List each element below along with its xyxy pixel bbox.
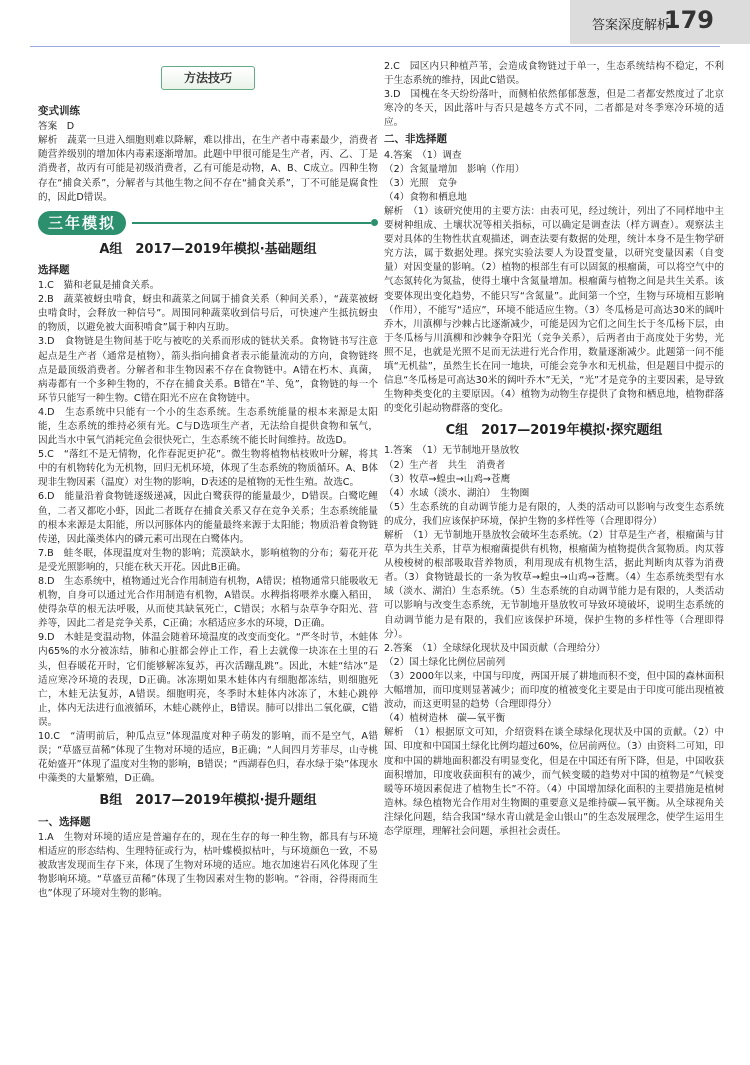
variant-heading: 变式训练: [38, 105, 80, 118]
group-b-section: 一、选择题: [38, 815, 91, 828]
group-b-title: B组 2017—2019年模拟·提升题组: [99, 793, 317, 809]
answer-line: 2.答案 （1）全球绿化现状及中国贡献（合理给分）: [384, 642, 606, 654]
variant-answer: 答案 D: [38, 121, 75, 133]
group-a-title: A组 2017—2019年模拟·基础题组: [99, 241, 317, 257]
list-item: 1.A 生物对环境的适应是普遍存在的，现在生存的每一种生物，都具有与环境相适应的形态结构、生理特征或行为，枯叶蝶模拟枯叶，与环境颜色一致，不易被敌害发现而生存下来，体现了生物对环境的适应。地衣加速岩石风化体现了生物影响环境。“草盛豆苗稀”体现了生物因素对生物的影响。“谷雨，谷得雨而生也”体现了环境对生物的影响。: [38, 831, 378, 899]
answer-line: （2）含氮量增加 影响（作用）: [384, 163, 525, 175]
answer-line: （2）生产者 共生 消费者: [384, 459, 506, 471]
answer-line: （5）生态系统的自动调节能力是有限的，人类的活动可以影响与改变生态系统的成分，我们应该保护环境，保护生物的多样性等（合理即得分）: [384, 501, 724, 527]
answer-line: （3）牧草→蝗虫→山鸡→苍鹰: [384, 473, 511, 485]
list-item: 1.C 猫和老鼠是捕食关系。: [38, 280, 160, 292]
banner-label: 三年模拟: [38, 211, 126, 235]
list-item: 9.D 木蛙是变温动物，体温会随着环境温度的改变而变化。“严冬时节，木蛙体内65%的水分被冻结，肺和心脏都会停止工作，看上去就像一块冻在土里的石头，但春暖花开时，它们能够解冻复苏，再次活蹦乱跳”。因此，木蛙“结冰”是适应寒冷环境的表现，D正确。冰冻期如果木蛙体内有细胞都冻结，则细胞死亡，木蛙无法复苏，A错误。细胞明亮，冬季时木蛙体内冰冻了，木蛙心跳停止，体内无法进行血液循环，木蛙心跳停止，B错误。肺可以排出二氧化碳，C错误。: [38, 632, 378, 728]
answer-line: （3）2000年以来，中国与印度，两国开展了耕地而积不变，但中国的森林面积大幅增加，而印度则显著减少；而印度的植被变化主要是由于印度可能出现植被波动，而这更明显的趋势（合理即得分）: [384, 670, 724, 711]
list-item: 2.C 园区内只种植芦苇，会造成食物链过于单一，生态系统结构不稳定，不利于生态系统的维持，因此C错误。: [384, 61, 724, 87]
list-item: 8.D 生态系统中，植物通过光合作用制造有机物，A错误；植物通常只能吸收无机物，自身可以通过光合作用制造有机物，A错误。水稗指将喂养水麋入稻田，使得杂草的根无法呼吸，从而使其缺氧死亡，C错误；水稻与杂草争夺阳光、营养等，因此二者是竞争关系，C正确；水稻适应多水的环境，D正确。: [38, 576, 378, 630]
method-badge: 方法技巧: [161, 66, 255, 90]
banner-dot: [371, 219, 378, 226]
right-column: [384, 60, 724, 1060]
group-a-section: 选择题: [38, 263, 70, 276]
page-number: 179: [663, 6, 714, 34]
answer-line: 1.答案 （1）无节制地开垦放牧: [384, 445, 520, 457]
variant-analysis: 解析 蔬菜一旦进入细胞则难以降解，难以排出，在生产者中毒素最少，消费者随营养级别的增加体内毒素逐渐增加。此题中甲很可能是生产者，丙、乙、丁是消费者，故丙有可能是初级消费者，乙有可能是动物，A、B、C成立。四种生物存在“捕食关系”，分解者与其他生物之间不存在“捕食关系”，丁不可能是腐食性的，因此D错误。: [38, 135, 378, 203]
list-item: 6.D 能量沿着食物链逐级递减，因此白鹭获得的能量最少，D错误。白鹭吃鲤鱼，二者又都吃小虾，因此二者既存在捕食关系又存在竞争关系；生态系统能量的根本来源是太阳能，所以河豚体内的能量最终来源于太阳能；物质沿着食物链传递，因此藻类体内的磷元素可出现在白鹭体内。: [38, 491, 378, 545]
page-header: [0, 0, 750, 48]
answer-line: （4）水域（淡水、湖泊） 生物圈: [384, 487, 530, 499]
answer-line: （2）国土绿化比例位居前列: [384, 656, 506, 668]
list-item: 3.D 国槐在冬天纷纷落叶，而侧柏依然郁郁葱葱，但是二者都安然度过了北京寒冷的冬天，因此落叶与否只是越冬方式不同，二者都是对冬季寒冷环境的适应。: [384, 89, 724, 129]
header-title: 答案深度解析: [591, 18, 670, 33]
group-a-list: [38, 279, 378, 786]
answer-line: （4）食物和栖息地: [384, 191, 467, 203]
left-column: [38, 60, 378, 1060]
answer-line: （4）植树造林 碳—氧平衡: [384, 713, 506, 725]
list-item: 2.B 蔬菜被蚜虫啃食，蚜虫和蔬菜之间属于捕食关系（种间关系），“蔬菜被蚜虫啃食时，会释放一种信号”。周围同种蔬菜收到信号后，可快速产生抵抗蚜虫的物质，以避免被大面积啃食”属于种内互助。: [38, 294, 378, 334]
three-year-banner: [38, 211, 378, 235]
group-c-title: C组 2017—2019年模拟·探究题组: [445, 423, 663, 439]
list-item: 3.D 食物链是生物间基于吃与被吃的关系而形成的链状关系。食物链书写注意起点是生产者（通常是植物），箭头指向捕食者表示能量流动的方向，食物链终点是最顶级消费者。分解者和非生物因素不存在食物链中。A错在朽木、真菌，病毒都有一个多种生物的，不存在捕食关系。B错在“羊、兔”，食物链的每一个环节只能写一种生物。C错在阳光不应在食物链中。: [38, 336, 378, 404]
answer-line: 4.答案 （1）调查: [384, 149, 462, 161]
q2-analysis: 解析 （1）根据原文可知，介绍资料在谈全球绿化现状及中国的贡献。（2）中国、印度和中国国土绿化比例均超过60%，位居前两位。（3）由资料二可知，印度和中国的耕地面积都没有明显变化，但是在中国还有所下降，但是，中国收获面积增加，印度收获面积有的减少，而气候变暖的趋势对中国的植物是“气候变暖等环境因素促进了植物生长”不符。（4）中国增加绿化面积的主要措施是植树造林。绿色植物光合作用对生物圈的重要意义是维持碳—氧平衡。从全球视角关注绿化问题，结合我国“绿水青山就是金山银山”的生态发展理念，使学生运用生态学原理，理解社会问题，承担社会责任。: [384, 727, 724, 837]
list-item: 4.D 生态系统中只能有一个小的生态系统。生态系统能量的根本来源是太阳能，生态系统的维持必须有光。C与D选项生产者，无法给自提供食物和氧气，因此当水中氧气消耗完鱼会很快死亡，生态系统不能长时间维持。故选D。: [38, 406, 378, 447]
header-rule: [30, 46, 720, 47]
section-non-choice: 二、非选择题: [384, 133, 447, 146]
q1-analysis: 解析 （1）无节制地开垦放牧会破坏生态系统。（2）甘草是生产者，根瘤菌与甘草为共生关系，甘草为根瘤菌提供有机物，根瘤菌为植物提供含氮物质。肉苁蓉从梭梭树的根部吸取营养物质，利用现成有机物生活，据此判断肉苁蓉为消费者。（3）食物链最长的一条为牧草→蝗虫→山鸡→苍鹰。（4）生态系统类型有水域（淡水、湖泊）生态系统。（5）生态系统的自动调节能力是有限的，人类活动可以影响与改变生态系统，无节制地开垦放牧可导致环境破坏，说明生态系统的自动调节能力是有限的，我们应该保护环境，保护生物的多样性等（合理即得分）。: [384, 530, 724, 640]
list-item: 5.C “落红不是无情物，化作春泥更护花”。微生物将植物枯枝败叶分解，将其中的有机物转化为无机物，回归无机环境，体现了生态系统的物质循环。A、B体现非生物因素（温度）对生物的影响，D表述的是植物的无性生殖。故选C。: [38, 449, 378, 489]
list-item: 7.B 蛙冬眠，体现温度对生物的影响；荒漠缺水，影响植物的分布；菊花开花是受光照影响的，只能在秋天开花。因此B正确。: [38, 547, 378, 573]
answer-line: （3）光照 竞争: [384, 177, 458, 189]
banner-line: [132, 222, 371, 224]
q4-analysis: 解析 （1）该研究使用的主要方法：由表可见，经过统计，列出了不同样地中主要树种组成、土壤状况等相关指标，可以确定是调查法（样方调查）。观察法主要对具体的生物性状直观描述，调查法要有数据的处理，统计本身不是生物学研究方法，属于数据处理。探究实验法要人为设置变量，以研究变量因素（自变量）对因变量的影响。（2）植物的根部生有可以固氮的根瘤菌，可以将空气中的气态氮转化为氮盐，使得土壤中含氮量增加。根瘤菌与植物之间是共生关系。该变要体现出变化趋势，不能只写“含氮量”。此间第一个空，生物与环境相互影响（作用），不能写“适应”，环境不能适应生物。（3）冬瓜杨是可高达30米的阔叶乔木，川滇柳与沙棘占比逐渐减少，可能是因为它们之间生长于冬瓜杨下层，由于冬瓜杨与川滇柳和沙棘争夺阳光（竞争关系），后两者由于高度处于劣势，光照不足，也就是光照不足而无法进行光合作用，数量逐渐减少。此题第一问不能填“无机盐”，虽然生长在同一地块，可能会竞争水和无机盐，但是题目中提示的信息“冬瓜杨是可高达30米的阔叶乔木”无关，“光”才是竞争的主要因素，是导致生物种类变化的主要原因。（4）植物为动物生存提供了食物和栖息地，植物群落的变化引起动物群落的变化。: [384, 205, 724, 415]
list-item: 10.C “清明前后，种瓜点豆”体现温度对种子萌发的影响，而不是空气，A错误；“草盛豆苗稀”体现了生物对环境的适应，B正确；“人间四月芳菲尽，山寺桃花始盛开”体现了温度对生物的影响，B错误；“西湖春色归，春水绿于染”体现水中藻类的大量繁殖，D正确。: [38, 731, 378, 785]
